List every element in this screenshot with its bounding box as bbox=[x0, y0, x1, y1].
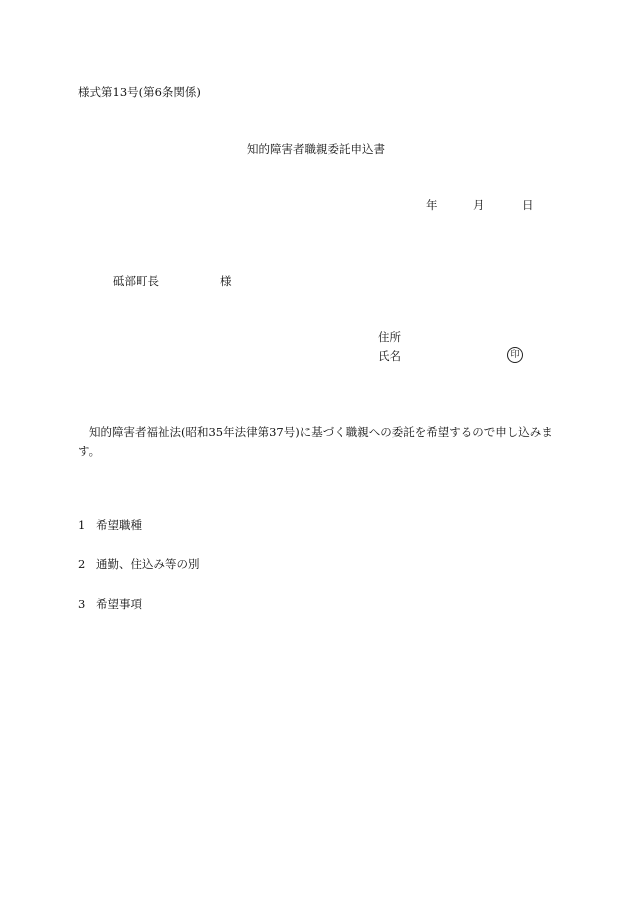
list-item bbox=[78, 518, 142, 532]
form-number: 様式第13号(第6条関係) bbox=[78, 85, 201, 99]
address-label: 住所 bbox=[378, 330, 401, 344]
document-title: 知的障害者職親委託申込書 bbox=[247, 142, 385, 156]
body-paragraph: 知的障害者福祉法(昭和35年法律第37号)に基づく職親への委託を希望するので申し込みます。 bbox=[78, 425, 553, 458]
addressee-name: 砥部町長 bbox=[113, 274, 159, 288]
addressee-honorific: 様 bbox=[220, 274, 232, 288]
item-label: 希望職種 bbox=[96, 518, 142, 532]
seal-mark: 印 bbox=[507, 347, 523, 363]
item-number: 2 bbox=[78, 557, 86, 571]
item-number: 1 bbox=[78, 518, 86, 532]
date-year: 年 bbox=[426, 198, 438, 212]
item-number: 3 bbox=[78, 597, 86, 611]
date-day: 日 bbox=[522, 198, 534, 212]
list-item bbox=[78, 557, 200, 571]
date-month: 月 bbox=[473, 198, 485, 212]
name-label: 氏名 bbox=[378, 349, 401, 363]
item-label: 希望事項 bbox=[96, 597, 142, 611]
item-label: 通勤、住込み等の別 bbox=[96, 557, 200, 571]
list-item bbox=[78, 597, 142, 611]
